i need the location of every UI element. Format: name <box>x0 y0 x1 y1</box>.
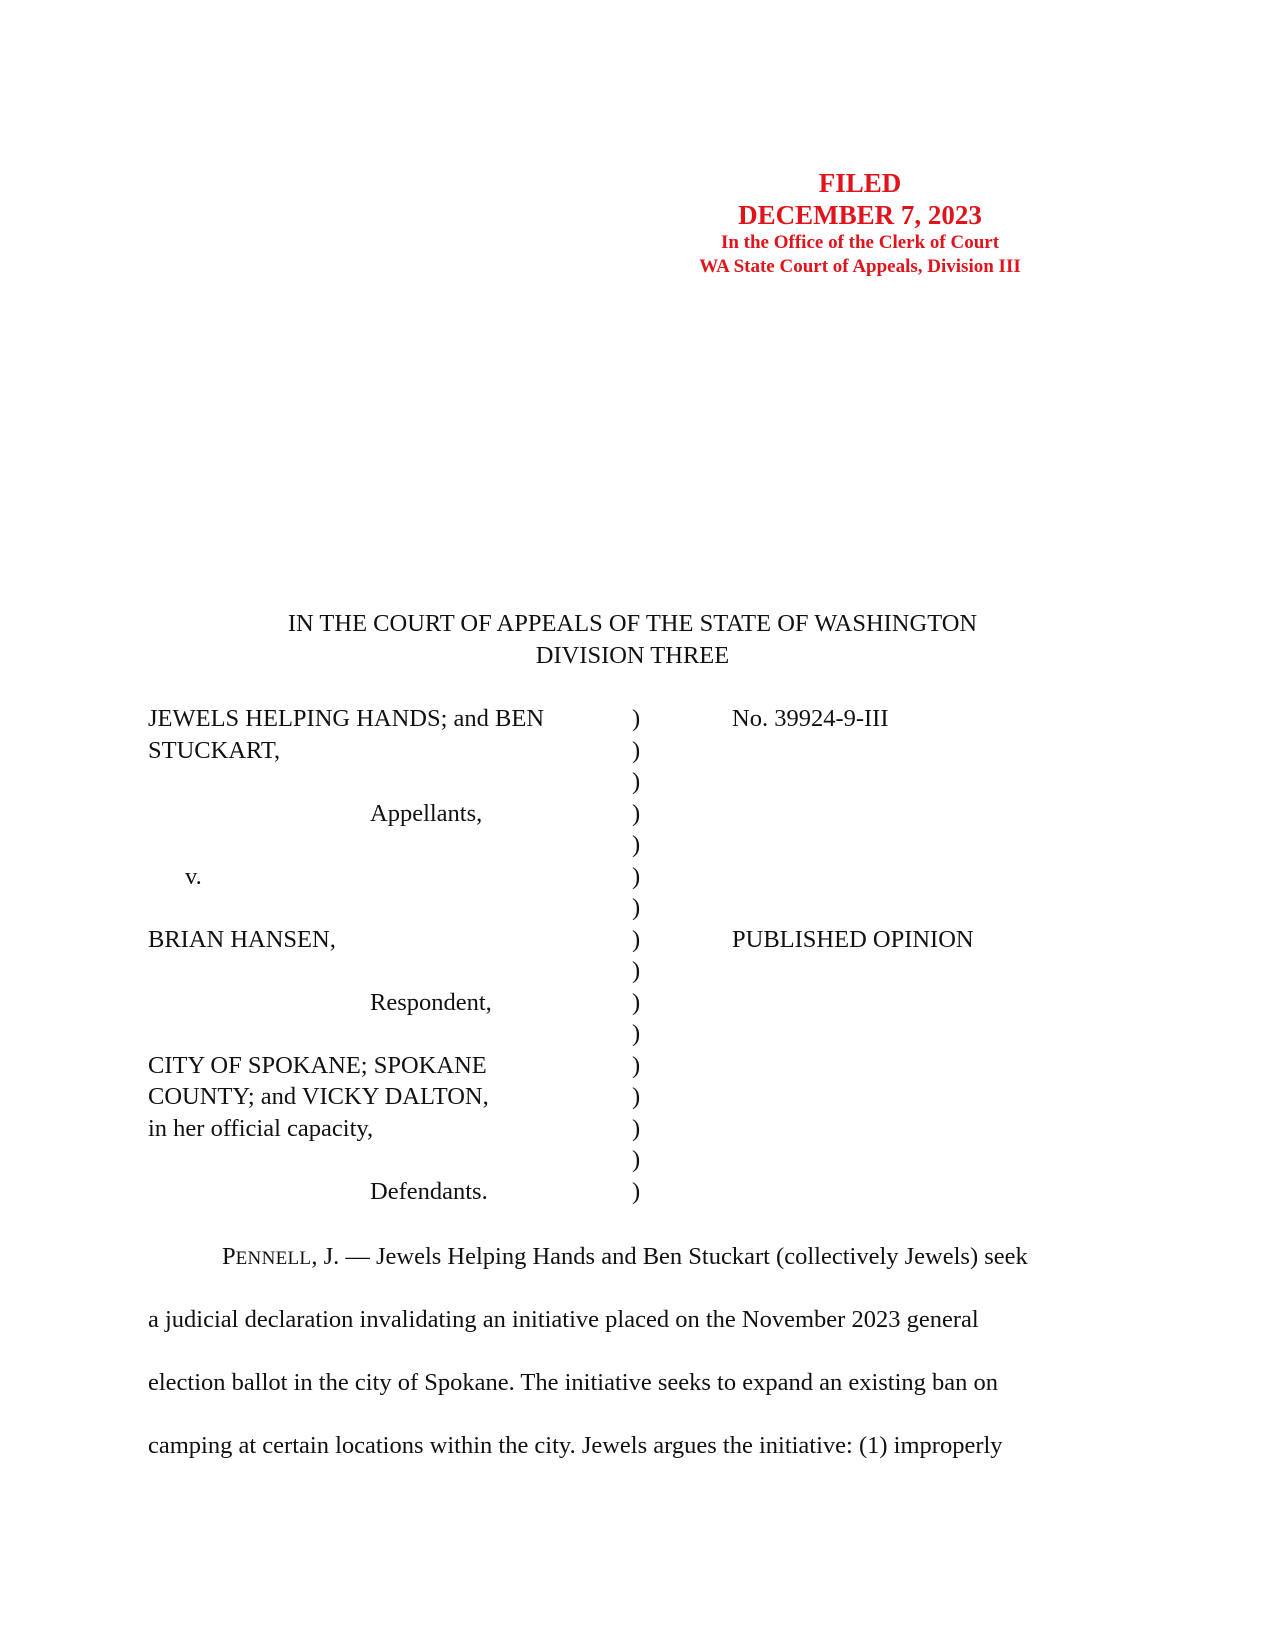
paren: ) <box>632 705 641 732</box>
author-smallcaps: ENNELL <box>235 1248 312 1269</box>
defendants-role: Defendants. <box>370 1177 488 1205</box>
stamp-office: In the Office of the Clerk of Court <box>720 232 1000 253</box>
paren: ) <box>632 768 641 795</box>
respondent-role: Respondent, <box>370 988 492 1016</box>
paren: ) <box>632 925 641 953</box>
opinion-line <box>148 1225 1108 1288</box>
paren: ) <box>632 1114 641 1142</box>
opinion-type: PUBLISHED OPINION <box>732 925 974 953</box>
opinion-body <box>148 1225 1108 1477</box>
defendants-line-2: COUNTY; and VICKY DALTON, <box>148 1083 489 1110</box>
paren: ) <box>632 1177 641 1205</box>
paren: ) <box>632 1020 641 1047</box>
paren: ) <box>632 894 641 921</box>
caption-parentheses <box>632 703 640 1207</box>
court-heading <box>0 608 1265 671</box>
filing-stamp <box>640 167 1080 279</box>
opinion-line: camping at certain locations within the city. Jewels argues the initiative: (1) improperly <box>148 1432 1003 1459</box>
respondent-name: BRIAN HANSEN, <box>148 925 336 953</box>
appellants-role: Appellants, <box>370 799 483 827</box>
stamp-filed: FILED <box>818 168 902 198</box>
opinion-line-text: , J. — Jewels Helping Hands and Ben Stuckart (collectively Jewels) seek <box>311 1243 1028 1270</box>
paren: ) <box>632 1051 641 1079</box>
paren: ) <box>632 831 641 858</box>
defendants-line-3: in her official capacity, <box>148 1114 374 1142</box>
court-name: IN THE COURT OF APPEALS OF THE STATE OF WASHINGTON <box>287 610 978 637</box>
versus: v. <box>185 862 202 890</box>
paren: ) <box>632 1083 641 1110</box>
opinion-line: election ballot in the city of Spokane. The initiative seeks to expand an existing ban on <box>148 1369 999 1396</box>
appellants-line-2: STUCKART, <box>148 736 281 764</box>
paren: ) <box>632 957 641 984</box>
paren: ) <box>632 799 641 827</box>
paren: ) <box>632 988 641 1016</box>
author-initial: P <box>222 1243 236 1270</box>
paren: ) <box>632 862 641 890</box>
case-number: No. 39924-9-III <box>732 705 889 732</box>
defendants-line-1: CITY OF SPOKANE; SPOKANE <box>148 1051 487 1079</box>
opinion-line: a judicial declaration invalidating an initiative placed on the November 2023 general <box>148 1306 979 1333</box>
division-name: DIVISION THREE <box>535 641 730 669</box>
stamp-date: DECEMBER 7, 2023 <box>738 200 982 230</box>
stamp-court: WA State Court of Appeals, Division III <box>699 256 1021 277</box>
paren: ) <box>632 736 641 764</box>
paren: ) <box>632 1146 641 1173</box>
appellants-line-1: JEWELS HELPING HANDS; and BEN <box>148 705 545 732</box>
